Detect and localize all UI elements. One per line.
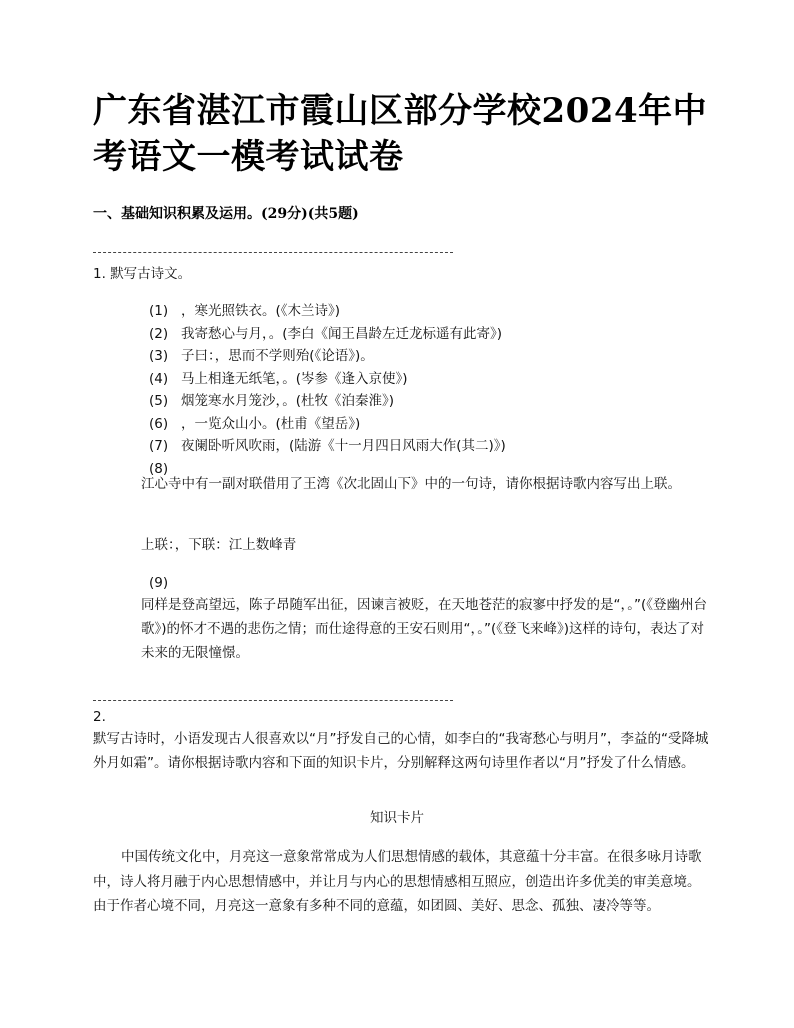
question-2-number: 2.: [93, 709, 106, 725]
list-item: [149, 435, 709, 458]
item-text: 我寄愁心与月，。(李白《闻王昌龄左迁龙标遥有此寄》): [181, 325, 503, 342]
item-text: ，一览众山小。(杜甫《望岳》): [181, 415, 361, 432]
item-list: [149, 300, 709, 480]
knowledge-card-title: 知识卡片: [370, 810, 424, 826]
item-number: (8): [149, 460, 169, 477]
divider: [93, 700, 453, 701]
list-item: [149, 390, 709, 413]
list-item: [149, 323, 709, 346]
list-item: [149, 300, 709, 323]
question-1-header: [93, 262, 191, 282]
question-prompt: 默写古诗文。: [110, 266, 192, 282]
divider: [93, 252, 453, 253]
list-item: [149, 368, 709, 391]
question-2-text: 默写古诗时，小语发现古人很喜欢以“月”抒发自己的心情，如李白的“我寄愁心与明月”，李益的“受降城外月如霜”。请你根据诗歌内容和下面的知识卡片，分别解释这两句诗里作者以“月”抒发了什么情感。: [93, 731, 709, 771]
item-9-number: (9): [149, 575, 169, 591]
item-text: 马上相逢无纸笔，。(岑参《逢入京使》): [181, 370, 408, 387]
item-text: 烟笼寒水月笼沙，。(杜牧《泊秦淮》): [181, 393, 395, 409]
item-number: (1): [149, 303, 169, 319]
item-text: 子曰：，思而不学则殆(《论语》)。: [181, 348, 374, 364]
question-number: 1.: [93, 266, 106, 282]
item-number: (7): [149, 438, 169, 454]
item-number: (3): [149, 348, 169, 364]
item-number: (6): [149, 415, 169, 432]
item-9-text: 同样是登高望远，陈子昂随军出征，因谏言被贬，在天地苍茫的寂寥中抒发的是“，。”(《登幽州台歌》)的怀才不遇的悲伤之情；而仕途得意的王安石则用“，。”(《登飞来峰》)这样的诗句，表达了对未来的无限憧憬。: [141, 597, 708, 661]
item-number: (4): [149, 370, 169, 387]
page-title: 广东省湛江市霞山区部分学校2024年中考语文一模考试试卷: [93, 91, 708, 177]
item-text: ，寒光照铁衣。(《木兰诗》): [181, 303, 341, 319]
item-text: 夜阑卧听风吹雨，(陆游《十一月四日风雨大作(其二)》): [181, 438, 506, 454]
knowledge-card-body: 中国传统文化中，月亮这一意象常常成为人们思想情感的载体，其意蕴十分丰富。在很多咏月诗歌中，诗人将月融于内心思想情感中，并让月与内心的思想情感相互照应，创造出许多优美的审美意境。由于作者心境不同，月亮这一意象有多种不同的意蕴，如团圆、美好、思念、孤独、凄冷等等。: [93, 849, 702, 914]
item-number: (2): [149, 325, 169, 342]
list-item: [149, 345, 709, 368]
item-number: (5): [149, 393, 169, 409]
list-item: [149, 413, 709, 436]
item-8-text: 江心寺中有一副对联借用了王湾《次北固山下》中的一句诗，请你根据诗歌内容写出上联。: [141, 476, 681, 492]
couplet-line: 上联：，下联：江上数峰青: [141, 537, 297, 553]
section-heading: 一、基础知识积累及运用。(29分)(共5题): [93, 206, 359, 222]
